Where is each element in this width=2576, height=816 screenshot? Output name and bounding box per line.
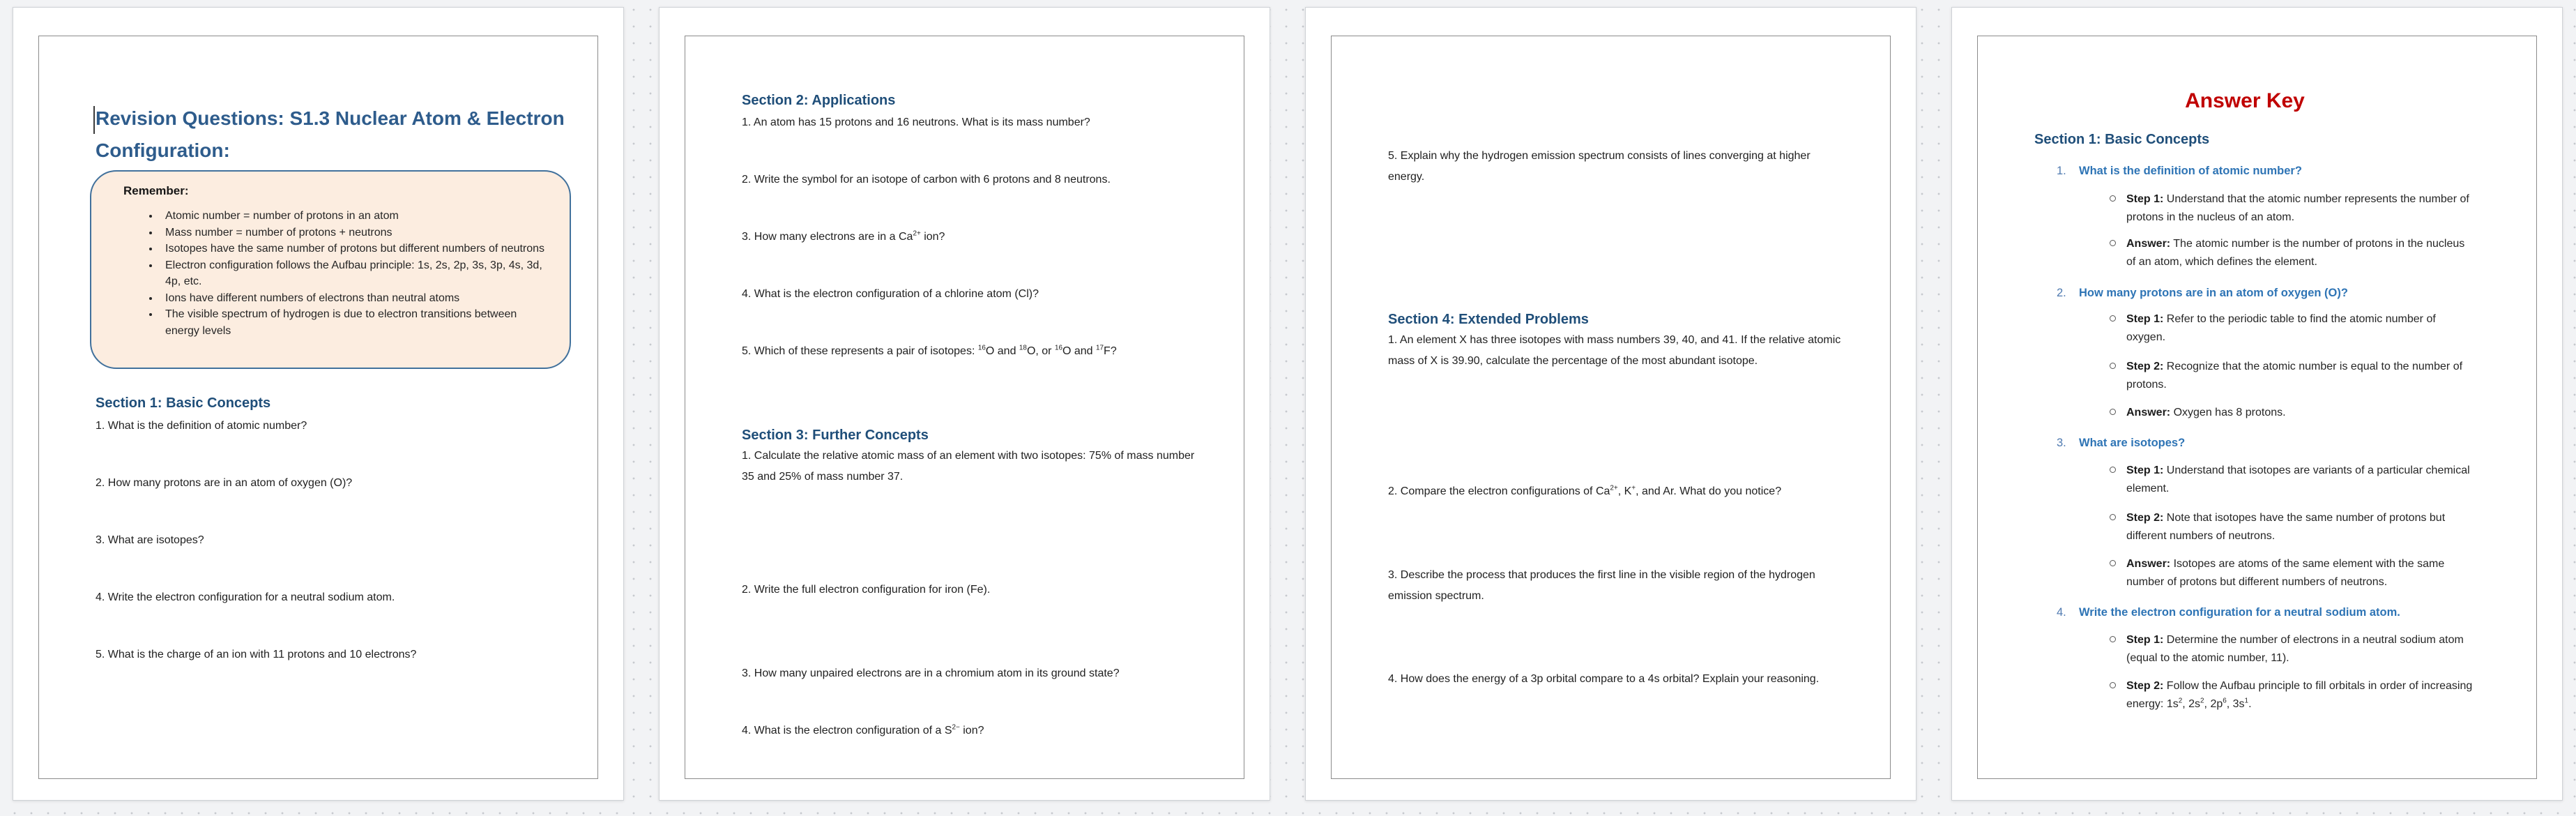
document-page-3[interactable] bbox=[1305, 7, 1916, 801]
answer-key-item-3-step-2[interactable] bbox=[2126, 509, 2475, 545]
section2-question-4[interactable]: 4. What is the electron configuration of a chlorine atom (Cl)? bbox=[742, 288, 1039, 300]
remember-bullet-1[interactable]: • Atomic number = number of protons in an atom bbox=[160, 208, 550, 225]
remember-bullet-5[interactable]: • Ions have different numbers of electrons than neutral atoms bbox=[160, 290, 550, 307]
section-3-heading[interactable]: Section 3: Further Concepts bbox=[742, 428, 929, 443]
section3-question-2[interactable]: 2. Write the full electron configuration for iron (Fe). bbox=[742, 584, 991, 596]
answer-label: Answer: bbox=[2126, 558, 2171, 570]
answer-key-item-2-step-2[interactable] bbox=[2126, 358, 2475, 394]
circle-bullet-icon bbox=[2110, 467, 2116, 473]
item-question-text: How many protons are in an atom of oxygen (O)? bbox=[2079, 287, 2348, 299]
item-question-text: What is the definition of atomic number? bbox=[2079, 165, 2302, 177]
section4-question-3[interactable]: 3. Describe the process that produces the first line in the visible region of the hydrogen emission spectrum. bbox=[1388, 569, 1815, 602]
circle-bullet-icon bbox=[2110, 682, 2116, 688]
step-label: Step 2: bbox=[2126, 680, 2164, 692]
section2-question-3[interactable]: 3. How many electrons are in a $Ca^{2+}$ ion? bbox=[742, 229, 945, 243]
circle-bullet-icon bbox=[2110, 315, 2116, 322]
answer-key-item-4-question[interactable] bbox=[2057, 603, 2497, 622]
remember-callout-box[interactable] bbox=[90, 170, 571, 369]
step-label: Step 1: bbox=[2126, 464, 2164, 476]
document-title[interactable] bbox=[96, 103, 584, 167]
section3-question-3[interactable]: 3. How many unpaired electrons are in a chromium atom in its ground state? bbox=[742, 667, 1120, 679]
answer-key-item-3-step-1[interactable] bbox=[2126, 462, 2475, 498]
step-text: Determine the number of electrons in a neutral sodium atom (equal to the atomic number, 11). bbox=[2126, 634, 2464, 664]
answer-key-item-1-question[interactable] bbox=[2057, 162, 2497, 181]
section-4-heading[interactable]: Section 4: Extended Problems bbox=[1388, 312, 1589, 327]
document-page-4-answer-key[interactable] bbox=[1951, 7, 2563, 801]
section3-question-5[interactable]: 5. Explain why the hydrogen emission spectrum consists of lines converging at higher energy. bbox=[1388, 150, 1811, 183]
section4-question-4[interactable]: 4. How does the energy of a 3p orbital compare to a 4s orbital? Explain your reasoning. bbox=[1388, 673, 1820, 685]
answer-key-item-2-question[interactable] bbox=[2057, 284, 2497, 303]
section1-question-5[interactable]: 5. What is the charge of an ion with 11 protons and 10 electrons? bbox=[96, 649, 417, 660]
circle-bullet-icon bbox=[2110, 363, 2116, 369]
section3-question-1[interactable]: 1. Calculate the relative atomic mass of an element with two isotopes: 75% of mass number 35 and 25% of mass number 37. bbox=[742, 450, 1195, 483]
remember-bullet-list bbox=[115, 208, 550, 339]
section2-question-5[interactable]: 5. Which of these represents a pair of isotopes: $^{16}$O and $^{18}$O, or $^{16}$O and $^{17}$F? bbox=[742, 344, 1117, 357]
answer-label: Answer: bbox=[2126, 407, 2171, 418]
section3-question-4[interactable]: 4. What is the electron configuration of a $S^{2-}$ ion? bbox=[742, 723, 984, 736]
circle-bullet-icon bbox=[2110, 409, 2116, 415]
step-label: Step 1: bbox=[2126, 193, 2164, 205]
answer-key-item-1-answer[interactable] bbox=[2126, 235, 2475, 271]
remember-bullet-4[interactable]: • Electron configuration follows the Aufbau principle: 1s, 2s, 2p, 3s, 3p, 4s, 3d, 4p, etc. bbox=[160, 257, 550, 290]
circle-bullet-icon bbox=[2110, 195, 2116, 202]
answer-key-section-1-heading[interactable]: Section 1: Basic Concepts bbox=[2034, 132, 2210, 147]
section1-question-3[interactable]: 3. What are isotopes? bbox=[96, 534, 204, 546]
step-text: Understand that the atomic number represents the number of protons in the nucleus of an atom. bbox=[2126, 193, 2469, 223]
section-2-heading[interactable]: Section 2: Applications bbox=[742, 93, 896, 108]
circle-bullet-icon bbox=[2110, 560, 2116, 566]
section2-question-2[interactable]: 2. Write the symbol for an isotope of carbon with 6 protons and 8 neutrons. bbox=[742, 174, 1111, 186]
answer-text: Isotopes are atoms of the same element with the same number of protons but different numbers of neutrons. bbox=[2126, 558, 2445, 588]
circle-bullet-icon bbox=[2110, 514, 2116, 520]
section4-question-1[interactable]: 1. An element X has three isotopes with mass numbers 39, 40, and 41. If the relative atomic mass of X is 39.90, calculate the percentage of the most abundant isotope. bbox=[1388, 334, 1841, 367]
answer-key-item-1-step-1[interactable] bbox=[2126, 190, 2475, 227]
document-title-line-1: Revision Questions: S1.3 Nuclear Atom & Electron bbox=[96, 107, 565, 129]
remember-heading: Remember: bbox=[123, 184, 189, 197]
section1-question-4[interactable]: 4. Write the electron configuration for a neutral sodium atom. bbox=[96, 591, 395, 603]
text-cursor-caret bbox=[93, 106, 95, 134]
answer-key-item-4-step-2[interactable] bbox=[2126, 677, 2475, 713]
answer-key-title[interactable]: Answer Key bbox=[2185, 89, 2305, 112]
document-title-line-2: Configuration: bbox=[96, 139, 230, 161]
remember-bullet-6[interactable]: • The visible spectrum of hydrogen is due to electron transitions between energy levels bbox=[160, 306, 550, 339]
answer-key-item-4-step-1[interactable] bbox=[2126, 631, 2475, 667]
circle-bullet-icon bbox=[2110, 240, 2116, 246]
item-number: 4. bbox=[2057, 606, 2066, 619]
step-label: Step 2: bbox=[2126, 512, 2164, 524]
step-text: Recognize that the atomic number is equal to the number of protons. bbox=[2126, 361, 2463, 391]
step-text: Understand that isotopes are variants of a particular chemical element. bbox=[2126, 464, 2470, 494]
section2-question-1[interactable]: 1. An atom has 15 protons and 16 neutrons. What is its mass number? bbox=[742, 116, 1090, 128]
circle-bullet-icon bbox=[2110, 636, 2116, 642]
answer-text: Oxygen has 8 protons. bbox=[2173, 407, 2286, 418]
section1-question-2[interactable]: 2. How many protons are in an atom of oxygen (O)? bbox=[96, 477, 353, 489]
item-question-text: Write the electron configuration for a neutral sodium atom. bbox=[2079, 606, 2400, 619]
document-page-2[interactable] bbox=[659, 7, 1270, 801]
item-question-text: What are isotopes? bbox=[2079, 437, 2186, 449]
section-1-heading[interactable]: Section 1: Basic Concepts bbox=[96, 395, 271, 411]
answer-key-item-3-answer[interactable] bbox=[2126, 555, 2475, 591]
answer-key-item-3-question[interactable] bbox=[2057, 434, 2497, 453]
remember-bullet-3[interactable]: • Isotopes have the same number of protons but different numbers of neutrons bbox=[160, 241, 550, 257]
answer-text: The atomic number is the number of protons in the nucleus of an atom, which defines the element. bbox=[2126, 238, 2465, 268]
step-text: Refer to the periodic table to find the atomic number of oxygen. bbox=[2126, 313, 2436, 343]
item-number: 2. bbox=[2057, 287, 2066, 299]
item-number: 3. bbox=[2057, 437, 2066, 449]
step-text: Note that isotopes have the same number of protons but different numbers of neutrons. bbox=[2126, 512, 2446, 542]
step-label: Step 1: bbox=[2126, 634, 2164, 646]
item-number: 1. bbox=[2057, 165, 2066, 177]
answer-key-item-2-answer[interactable] bbox=[2126, 404, 2475, 422]
step-text: Follow the Aufbau principle to fill orbitals in order of increasing energy: $1s^2$, $2s^2$, $2p^6$, $3s^1$. bbox=[2126, 680, 2473, 710]
section1-question-1[interactable]: 1. What is the definition of atomic number? bbox=[96, 420, 307, 432]
step-label: Step 2: bbox=[2126, 361, 2164, 372]
document-page-1[interactable] bbox=[13, 7, 624, 801]
answer-label: Answer: bbox=[2126, 238, 2171, 250]
remember-bullet-2[interactable]: • Mass number = number of protons + neutrons bbox=[160, 225, 550, 241]
answer-key-item-2-step-1[interactable] bbox=[2126, 310, 2475, 347]
step-label: Step 1: bbox=[2126, 313, 2164, 325]
section4-question-2[interactable]: 2. Compare the electron configurations of $Ca^{2+}$, K+, and Ar. What do you notice? bbox=[1388, 484, 1782, 497]
